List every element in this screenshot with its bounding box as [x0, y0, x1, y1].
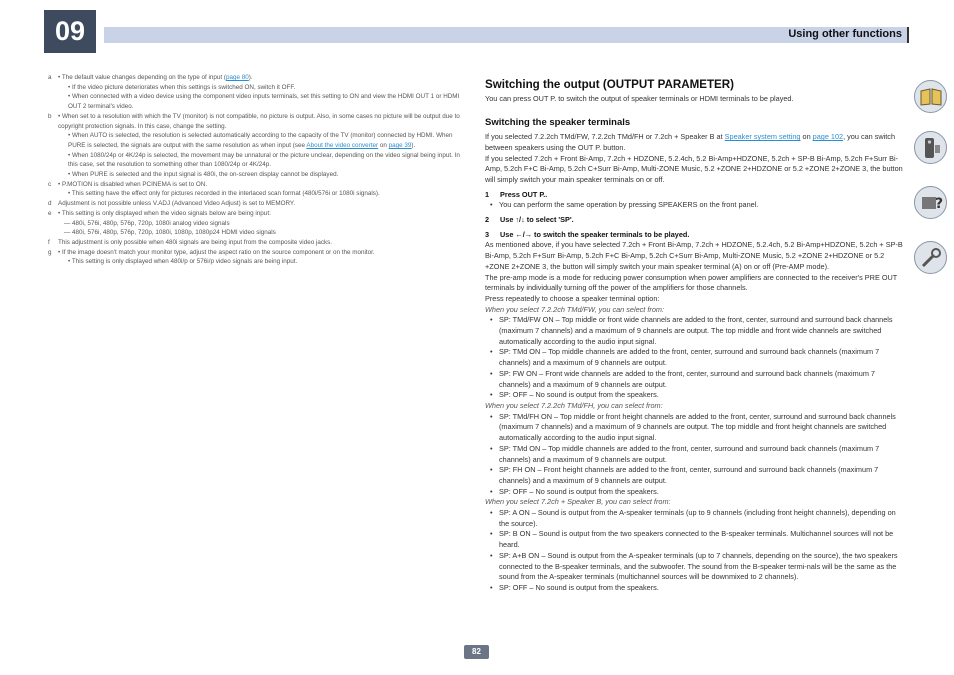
group-label: When you select 7.2ch + Speaker B, you can select from: [485, 497, 671, 507]
list-item: • SP: A ON – Sound is output from the A-speaker terminals (up to 9 channels (including front height channels), depending on the source). [499, 508, 905, 529]
speaker-setting-link[interactable]: Speaker system setting [724, 132, 801, 142]
list-item: • SP: A+B ON – Sound is output from the A-speaker terminals (up to 7 channels, depending on the source), the two speakers connected to the B-speaker terminals, and the subwoofer. The sound from the B-speaker termi-nals will be the same as the sound from the A-speaker terminals (multichannel sources will be downmixed to 2 channels). [499, 551, 905, 583]
group-label: When you select 7.2.2ch TMd/FH, you can select from: [485, 400, 663, 410]
list-item: • SP: FW ON – Front wide channels are added to the front, center, surround and surround back channels (maximum 7 channels) and a maximum of 9 channels are output. [499, 369, 905, 390]
svg-text:?: ? [934, 195, 943, 212]
group-label: When you select 7.2.2ch TMd/FW, you can select from: [485, 304, 664, 314]
footnote-g: g • If the image doesn't match your monitor type, adjust the aspect ratio on the source component or on the monitor. • This setting is only displayed when 480i/p or 576i/p video signals are being input. [48, 248, 375, 266]
option-list [485, 412, 905, 498]
question-icon[interactable] [914, 186, 947, 219]
tools-icon[interactable] [914, 241, 947, 274]
list-item: • SP: OFF – No sound is output from the speakers. [499, 390, 905, 401]
step-2: 2 Use ↑/↓ to select 'SP'. [485, 215, 574, 225]
step-1: 1 Press OUT P.. [485, 189, 548, 199]
subsection-title: Switching the speaker terminals [485, 117, 631, 129]
step-3: 3 Use ←/→ to switch the speaker terminals to be played. [485, 229, 690, 239]
footnotes [48, 73, 470, 267]
page-link[interactable]: page 80 [226, 74, 249, 81]
option-list [485, 508, 905, 594]
page-number: 82 [464, 645, 489, 659]
video-converter-link[interactable]: About the video converter [306, 141, 379, 149]
list-item: • SP: TMd ON – Top middle channels are added to the front, center, surround and surround back channels (maximum 7 channels) and a maximum of 9 channels are output. [499, 347, 905, 368]
list-item: • SP: TMd/FW ON – Top middle or front wide channels are added to the front, center, surround and surround back channels (maximum 7 channels) and a maximum of 9 channels are output. The top middle and front wide channels are switched automatically according to the audio input signal. [499, 315, 905, 347]
intro: You can press OUT P. to switch the output of speaker terminals or HDMI terminals to be played. [485, 93, 794, 103]
main-content: Switching the output (OUTPUT PARAMETER) You can press OUT P. to switch the output of speaker terminals or HDMI terminals to be played. Switching the speaker terminals If you selected 7.2.2ch TMd/FW, 7.2.2ch TMd/FH or 7.2ch + Speaker B at Speaker system setting on page 102, you can switch between speakers using the OUT P. button. If you selected 7.2ch + Front Bi-Amp, 7.2ch + HDZONE, 5.2.4ch, 5.2 Bi-Amp+HDZONE, 5.2ch + SP-B Bi-Amp, 5.2ch F+Surr Bi-Amp, 5.2ch F+C Bi-Amp, 5.2ch C+Surr Bi-Amp, Multi-ZONE Music, 5.2 +ZONE 2+HDZONE or 5.2 +ZONE 2+ZONE 3, the button will simply switch your main speaker terminals on or off. 1 Press OUT P.. • You can perform the same operation by pressing SPEAKERS on the front panel. 2 Use ↑/↓ to select 'SP'. 3 Use ←/→ to switch the speaker terminals to be played. As mentioned above, if you have selected 7.2ch + Front Bi-Amp, 7.2ch + HDZONE, 5.2.4ch, 5.2 Bi-Amp+HDZONE, 5.2ch + SP-B Bi-Amp, 5.2ch F+Surr Bi-Amp, 5.2ch F+C Bi-Amp, 5.2ch C+Surr Bi-Amp, Multi-ZONE Music, 5.2 +ZONE 2+HDZONE or 5.2 +ZONE 2+ZONE 3, the button will simply switch your main speaker terminal (A) on or off (Pre-AMP mode). The pre-amp mode is a mode for reducing power consumption when power amplifiers are connected to the receiver's PRE OUT terminals by individually turning off the power of the amplifiers for those channels. Press repeatedly to choose a speaker terminal option: When you select 7.2.2ch TMd/FW, you can select from: • SP: TMd/FW ON – Top middle or front wide channels are added to the front, center, surround and surround back channels (maximum 7 channels) and a maximum of 9 channels are output. The top middle and front wide channels are switched automatically according to the audio input signal. • SP: TMd ON – Top middle channels are added to the front, center, surround and surround back channels (maximum 7 channels) and a maximum of 9 channels are output. • SP: FW ON – Front wide channels are added to the front, center, surround and surround back channels (maximum 7 channels) and a maximum of 9 channels are output. • SP: OFF – No sound is output from the speakers. When you select 7.2.2ch TMd/FH, you can select from: • SP: TMd/FH ON – Top middle or front height channels are added to the front, center, surround and surround back channels (maximum 7 channels) and a maximum of 9 channels are output. The top middle and front height channels are switched automatically according to the audio input signal. • SP: TMd ON – Top middle channels are added to the front, center, surround and surround back channels (maximum 7 channels) and a maximum of 9 channels are output. • SP: FH ON – Front height channels are added to the front, center, surround and surround back channels (maximum 7 channels) and a maximum of 9 channels are output. • SP: OFF – No sound is output from the speakers. When you select 7.2ch + Speaker B, you can select from: • SP: A ON – Sound is output from the A-speaker terminals (up to 9 channels (including front height channels), depending on the source). • SP: B ON – Sound is output from the two speakers connected to the B-speaker terminals. Multichannel sources will not be heard. • SP: A+B ON – Sound is output from the A-speaker terminals (up to 7 channels, depending on the source), the two speakers connected to the B-speaker terminals, and the subwoofer. The sound from the B-speaker termi-nals will be the same as the sound from the A-speaker terminals (multichannel sources will be downmixed to 2 channels). • SP: OFF – No sound is output from the speakers. [485, 80, 905, 594]
footnote-a: a • The default value changes depending on the type of input (page 80). • If the video picture deteriorates when this settings is switched ON, switch it OFF. • When connected with a video device using the component video inputs terminals, set this setting to ON and view the HDMI OUT 1 or HDMI OUT 2 terminal's video. [48, 74, 460, 111]
section-title: Using other functions [788, 28, 902, 40]
footnote-c: c • P.MOTION is disabled when PCINEMA is set to ON. • This setting have the effect only for pictures recorded in the interlaced scan format (480i/576i or 1080i signals). [48, 180, 380, 198]
page-link[interactable]: page 39 [388, 141, 412, 149]
page-title: Switching the output (OUTPUT PARAMETER) [485, 78, 735, 91]
remote-icon[interactable] [914, 131, 947, 164]
option-list [485, 315, 905, 401]
list-item: • SP: OFF – No sound is output from the speakers. [499, 583, 905, 594]
footnote-d: d Adjustment is not possible unless V.ADJ (Advanced Video Adjust) is set to MEMORY. [48, 200, 296, 208]
chapter-number: 09 [44, 10, 96, 53]
footnote-b: b • When set to a resolution with which the TV (monitor) is not compatible, no picture is output. Also, in some cases no picture will be output due to copyright protection signals. In this case, change the setting. • When AUTO is selected, the resolution is selected automatically according to the capacity of the TV (monitor) connected by HDMI. When PURE is selected, the signals are output with the same resolution as when input (see About the video converter on page 39). • When 1080/24p or 4K/24p is selected, the movement may be unnatural or the picture unclear, depending on the video signal being input. In this case, set the resolution to something other than 1080/24p or 4K/24p. • When PURE is selected and the input signal is 480i, the on-screen display cannot be displayed. [48, 112, 460, 179]
list-item: • SP: FH ON – Front height channels are added to the front, center, surround and surround back channels (maximum 7 channels) and a maximum of 9 channels are output. [499, 465, 905, 486]
page-link[interactable]: page 102 [812, 132, 844, 142]
footnote-e: e • This setting is only displayed when the video signals below are being input: — 480i, 576i, 480p, 576p, 720p, 1080i analog video signals — 480i, 576i, 480p, 576p, 720p, 1080i, 1080p, 1080p24 HDMI video signals [48, 209, 276, 237]
footnote-f: f This adjustment is only possible when 480i signals are being input from the composite video jacks. [48, 238, 333, 246]
book-icon[interactable] [914, 80, 947, 113]
list-item: • SP: TMd/FH ON – Top middle or front height channels are added to the front, center, surround and surround back channels (maximum 7 channels) and a maximum of 9 channels are output. The top middle and front height channels are switched automatically according to the audio input signal. [499, 412, 905, 444]
list-item: • SP: TMd ON – Top middle channels are added to the front, center, surround and surround back channels (maximum 7 channels) and a maximum of 9 channels are output. [499, 444, 905, 465]
list-item: • SP: B ON – Sound is output from the two speakers connected to the B-speaker terminals. Multichannel sources will not be heard. [499, 529, 905, 550]
list-item: • SP: OFF – No sound is output from the speakers. [499, 487, 905, 498]
